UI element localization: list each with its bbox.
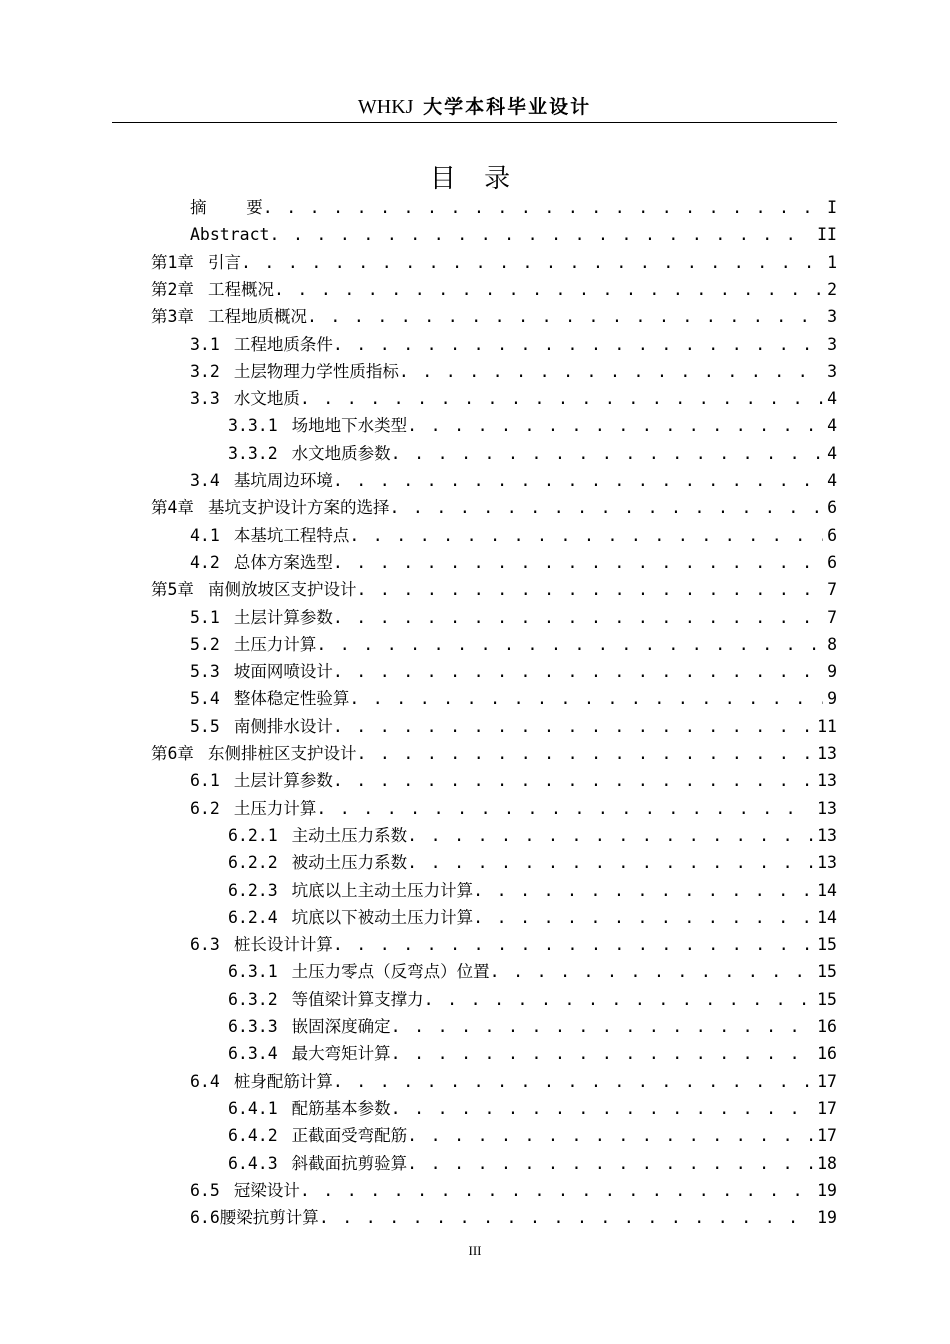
toc-entry-number: 第5章 [151, 580, 194, 600]
toc-entry[interactable] [190, 1068, 837, 1095]
toc-entry-page: 18 [817, 1153, 837, 1173]
toc-entry[interactable] [190, 194, 837, 221]
toc-entry-label: 土层物理力学性质指标 [233, 361, 399, 381]
toc-entry-text [190, 1068, 333, 1095]
toc-entry[interactable] [228, 1013, 837, 1040]
toc-entry-label: 正截面受弯配筋 [291, 1126, 408, 1146]
toc-entry-label: 桩身配筋计算 [233, 1071, 333, 1091]
toc-leader-dots [490, 958, 813, 985]
toc-entry-number: 3.1 [190, 334, 220, 354]
toc-entry-text [190, 221, 269, 248]
toc-entry-page: 7 [827, 580, 837, 600]
toc-entry-page: 19 [817, 1208, 837, 1228]
toc-entry-label: 工程地质条件 [233, 334, 333, 354]
toc-entry-label: 基坑周边环境 [233, 471, 333, 490]
toc-entry-number: 6.5 [190, 1180, 220, 1200]
toc-entry-number: 6.4.2 [228, 1126, 278, 1146]
toc-entry-number: 5.2 [190, 634, 220, 654]
toc-entry[interactable] [228, 877, 837, 904]
toc-leader-dots [473, 904, 813, 931]
toc-entry-page: 4 [827, 443, 837, 463]
toc-entry-label: 坑底以上主动土压力计算 [291, 880, 474, 900]
toc-entry-number: 5.3 [190, 662, 220, 682]
toc-entry-page: II [817, 225, 837, 245]
toc-entry-number: 4.1 [190, 525, 220, 545]
toc-entry-number: 6.4 [190, 1071, 220, 1091]
toc-entry[interactable] [228, 904, 837, 931]
toc-entry[interactable] [151, 276, 837, 303]
toc-entry-label: 基坑支护设计方案的选择 [207, 498, 390, 518]
toc-entry-page: 19 [817, 1180, 837, 1200]
toc-entry-text [228, 904, 473, 931]
toc-entry-number: 4.2 [190, 552, 220, 572]
toc-entry-text [228, 877, 473, 904]
toc-entry-number: 6.4.3 [228, 1153, 278, 1173]
toc-entry-text [190, 795, 316, 822]
toc-leader-dots [356, 740, 813, 767]
toc-entry-label: 斜截面抗剪验算 [291, 1153, 408, 1173]
toc-entry-text [228, 1150, 407, 1177]
toc-entry-page: 8 [827, 634, 837, 654]
toc-leader-dots [407, 849, 813, 876]
toc-entry[interactable] [190, 549, 837, 576]
toc-entry-text [228, 849, 407, 876]
toc-entry-text [228, 1040, 391, 1067]
toc-entry-number: 3.3 [190, 389, 220, 409]
toc-entry[interactable] [151, 576, 837, 603]
toc-entry[interactable] [190, 931, 837, 958]
toc-entry-label: 6.6腰梁抗剪计算 [190, 1208, 319, 1228]
toc-leader-dots [333, 1068, 813, 1095]
toc-leader-dots [473, 877, 813, 904]
toc-entry-label: 土压力零点（反弯点）位置 [291, 962, 490, 982]
toc-entry-number: 5.5 [190, 716, 220, 736]
toc-entry-page: 6 [827, 498, 837, 518]
toc-entry[interactable] [190, 522, 837, 549]
toc-entry[interactable] [190, 358, 837, 385]
toc-entry-number: 6.3 [190, 935, 220, 955]
toc-entry-number: 3.2 [190, 361, 220, 381]
toc-entry-page: 4 [827, 416, 837, 436]
toc-entry-page: 14 [817, 880, 837, 900]
toc-entry-label: 本基坑工程特点 [233, 525, 350, 545]
toc-entry-number: 6.3.1 [228, 962, 278, 982]
toc-entry-label: 南侧排水设计 [233, 716, 333, 736]
toc-entry[interactable] [228, 1095, 837, 1122]
toc-entry-label: 冠梁设计 [233, 1180, 300, 1200]
toc-entry-page: 13 [817, 853, 837, 873]
toc-entry-page: 7 [827, 607, 837, 627]
toc-entry-number: 第2章 [151, 279, 194, 299]
toc-entry[interactable] [190, 385, 837, 412]
toc-entry-number: 6.3.2 [228, 989, 278, 1009]
toc-entry-page: 9 [827, 662, 837, 682]
toc-entry[interactable] [190, 1177, 837, 1204]
toc-leader-dots [333, 467, 823, 494]
toc-entry-page: 6 [827, 525, 837, 545]
toc-entry-number: 3.3.1 [228, 416, 278, 436]
toc-entry-text [228, 1122, 407, 1149]
toc-entry-label: 场地地下水类型 [291, 416, 408, 436]
toc-entry-label: 主动土压力系数 [291, 825, 408, 845]
toc-entry-text [190, 658, 333, 685]
toc-entry-page: 17 [817, 1071, 837, 1091]
toc-entry-label: 土压力计算 [233, 634, 317, 654]
toc-entry-page: 13 [817, 798, 837, 818]
toc-entry-number: 6.2.3 [228, 880, 278, 900]
toc-entry-number: 6.2.1 [228, 825, 278, 845]
toc-entry-label: 摘 要 [190, 198, 263, 217]
toc-entry-text [190, 194, 263, 221]
toc-entry-text [151, 303, 307, 330]
toc-leader-dots [391, 1040, 813, 1067]
toc-entry-page: I [827, 198, 837, 217]
toc-entry-text [151, 576, 356, 603]
toc-entry-number: 6.3.4 [228, 1044, 278, 1064]
toc-entry[interactable] [190, 604, 837, 631]
toc-entry[interactable] [190, 221, 837, 248]
toc-leader-dots [399, 358, 823, 385]
toc-entry-label: 坑底以下被动土压力计算 [291, 907, 474, 927]
toc-leader-dots [333, 604, 823, 631]
toc-entry-label: 土层计算参数 [233, 771, 333, 791]
toc-entry-text [190, 549, 333, 576]
toc-entry-page: 2 [827, 279, 837, 299]
toc-entry-number: 6.1 [190, 771, 220, 791]
toc-entry-text [228, 1013, 391, 1040]
toc-entry-label: 土层计算参数 [233, 607, 333, 627]
toc-entry-label: 水文地质参数 [291, 443, 391, 463]
toc-leader-dots [333, 549, 823, 576]
toc-entry-text [190, 931, 333, 958]
toc-entry-number: 第4章 [151, 498, 194, 518]
toc-entry-text [190, 467, 333, 494]
toc-leader-dots [316, 795, 813, 822]
toc-leader-dots [424, 986, 813, 1013]
toc-entry-number: 6.3.3 [228, 1017, 278, 1036]
toc-entry-page: 4 [827, 389, 837, 409]
toc-entry-page: 1 [827, 252, 837, 272]
toc-entry-page: 16 [817, 1017, 837, 1036]
toc-entry-number: 5.4 [190, 689, 220, 709]
header-latin-text: WHKJ [357, 96, 414, 118]
toc-entry-text [151, 494, 389, 521]
toc-entry[interactable] [228, 1040, 837, 1067]
toc-entry-label: 配筋基本参数 [291, 1098, 391, 1118]
toc-entry-text [190, 685, 349, 712]
toc-entry-page: 17 [817, 1126, 837, 1146]
toc-entry-number: 5.1 [190, 607, 220, 627]
toc-entry-text [228, 412, 407, 439]
toc-entry-text [190, 358, 399, 385]
page-header [112, 92, 837, 123]
page-number: III [468, 1243, 482, 1258]
toc-entry-label: 嵌固深度确定 [291, 1017, 391, 1036]
toc-leader-dots [333, 767, 813, 794]
toc-entry-page: 17 [817, 1098, 837, 1118]
toc-entry[interactable] [151, 494, 837, 521]
toc-entry-page: 16 [817, 1044, 837, 1064]
toc-entry-page: 3 [827, 361, 837, 381]
toc-entry-label: 等值梁计算支撑力 [291, 989, 424, 1009]
toc-entry-label: 桩长设计计算 [233, 935, 333, 955]
toc-entry-label: 总体方案选型 [233, 552, 333, 572]
toc-entry-text [228, 822, 407, 849]
toc-leader-dots [391, 1095, 813, 1122]
toc-entry-text [190, 713, 333, 740]
toc-entry-label: Abstract [190, 225, 270, 245]
toc-entry-page: 3 [827, 307, 837, 327]
toc-entry-label: 整体稳定性验算 [233, 689, 350, 709]
toc-entry[interactable] [228, 822, 837, 849]
toc-entry-number: 6.2.2 [228, 853, 278, 873]
toc-entry-text [190, 331, 333, 358]
toc-entry-label: 水文地质 [233, 389, 300, 409]
toc-leader-dots [333, 713, 813, 740]
toc-entry-text [228, 986, 424, 1013]
toc-entry-text [228, 1095, 391, 1122]
toc-entry-text [190, 631, 316, 658]
toc-entry[interactable] [190, 767, 837, 794]
toc-entry-label: 工程概况 [207, 279, 274, 299]
toc-entry[interactable] [228, 440, 837, 467]
toc-entry-page: 6 [827, 552, 837, 572]
toc-entry[interactable] [228, 1122, 837, 1149]
toc-entry-label: 引言 [207, 252, 241, 272]
toc-leader-dots [349, 522, 823, 549]
toc-entry-label: 土压力计算 [233, 798, 317, 818]
toc-entry-number: 6.2 [190, 798, 220, 818]
toc-entry-number: 3.3.2 [228, 443, 278, 463]
toc-leader-dots [307, 303, 823, 330]
toc-leader-dots [333, 658, 823, 685]
toc-entry[interactable] [228, 958, 837, 985]
toc-entry[interactable] [190, 1204, 837, 1231]
toc-entry-page: 4 [827, 471, 837, 490]
toc-entry-label: 工程地质概况 [207, 307, 307, 327]
toc-entry[interactable] [190, 685, 837, 712]
toc-entry[interactable] [151, 303, 837, 330]
toc-entry-text [190, 1177, 300, 1204]
toc-entry-page: 13 [817, 771, 837, 791]
toc-entry-number: 第1章 [151, 252, 194, 272]
toc-leader-dots [263, 194, 823, 221]
toc-leader-dots [356, 576, 823, 603]
toc-entry-page: 9 [827, 689, 837, 709]
toc-leader-dots [391, 1013, 813, 1040]
toc-entry-label: 被动土压力系数 [291, 853, 408, 873]
toc-leader-dots [274, 276, 823, 303]
toc-leader-dots [269, 221, 813, 248]
toc-entry-label: 南侧放坡区支护设计 [207, 580, 357, 600]
toc-entry[interactable] [190, 467, 837, 494]
toc-leader-dots [300, 385, 823, 412]
toc-entry-text [151, 740, 356, 767]
toc-entry-page: 15 [817, 962, 837, 982]
toc-entry-text [228, 440, 391, 467]
toc-entry-text [190, 385, 300, 412]
toc-entry-page: 13 [817, 825, 837, 845]
header-cjk-text: 大学本科毕业设计 [423, 96, 592, 118]
toc-leader-dots [407, 1150, 813, 1177]
toc-entry-text [151, 276, 274, 303]
toc-entry-page: 11 [817, 716, 837, 736]
toc-entry[interactable] [190, 331, 837, 358]
toc-leader-dots [316, 631, 823, 658]
toc-entry[interactable] [190, 631, 837, 658]
toc-entry-number: 第3章 [151, 307, 194, 327]
toc-entry[interactable] [228, 412, 837, 439]
toc-entry-number: 第6章 [151, 744, 194, 763]
toc-leader-dots [391, 440, 823, 467]
toc-entry-text [190, 1204, 319, 1231]
toc-entry[interactable] [228, 849, 837, 876]
toc-leader-dots [333, 331, 823, 358]
toc-leader-dots [349, 685, 823, 712]
toc-entry[interactable] [190, 658, 837, 685]
toc-entry[interactable] [228, 1150, 837, 1177]
toc-entry-number: 3.4 [190, 471, 220, 490]
toc-leader-dots [407, 412, 823, 439]
toc-entry-label: 最大弯矩计算 [291, 1044, 391, 1064]
toc-entry-page: 13 [817, 744, 837, 763]
toc-entry-page: 15 [817, 989, 837, 1009]
toc-entry[interactable] [151, 740, 837, 767]
toc-entry-label: 坡面网喷设计 [233, 662, 333, 682]
toc-leader-dots [300, 1177, 813, 1204]
toc-leader-dots [319, 1204, 813, 1231]
toc-entry-text [190, 767, 333, 794]
toc-entry-page: 14 [817, 907, 837, 927]
toc-leader-dots [333, 931, 813, 958]
toc-entry-text [228, 958, 490, 985]
toc-entry-page: 3 [827, 334, 837, 354]
toc-entry-text [190, 604, 333, 631]
toc-entry[interactable] [190, 713, 837, 740]
toc-entry-text [151, 249, 241, 276]
toc-leader-dots [241, 249, 823, 276]
toc-entry-label: 东侧排桩区支护设计 [207, 744, 357, 763]
toc-entry-number: 6.4.1 [228, 1098, 278, 1118]
toc-entry[interactable] [190, 795, 837, 822]
toc-leader-dots [389, 494, 823, 521]
toc-entry[interactable] [151, 249, 837, 276]
toc-leader-dots [407, 1122, 813, 1149]
toc-leader-dots [407, 822, 813, 849]
toc-title: 目 录 [429, 164, 521, 194]
toc-entry-text [190, 522, 349, 549]
toc-entry-page: 15 [817, 935, 837, 955]
toc-entry-number: 6.2.4 [228, 907, 278, 927]
toc-entry[interactable] [228, 986, 837, 1013]
